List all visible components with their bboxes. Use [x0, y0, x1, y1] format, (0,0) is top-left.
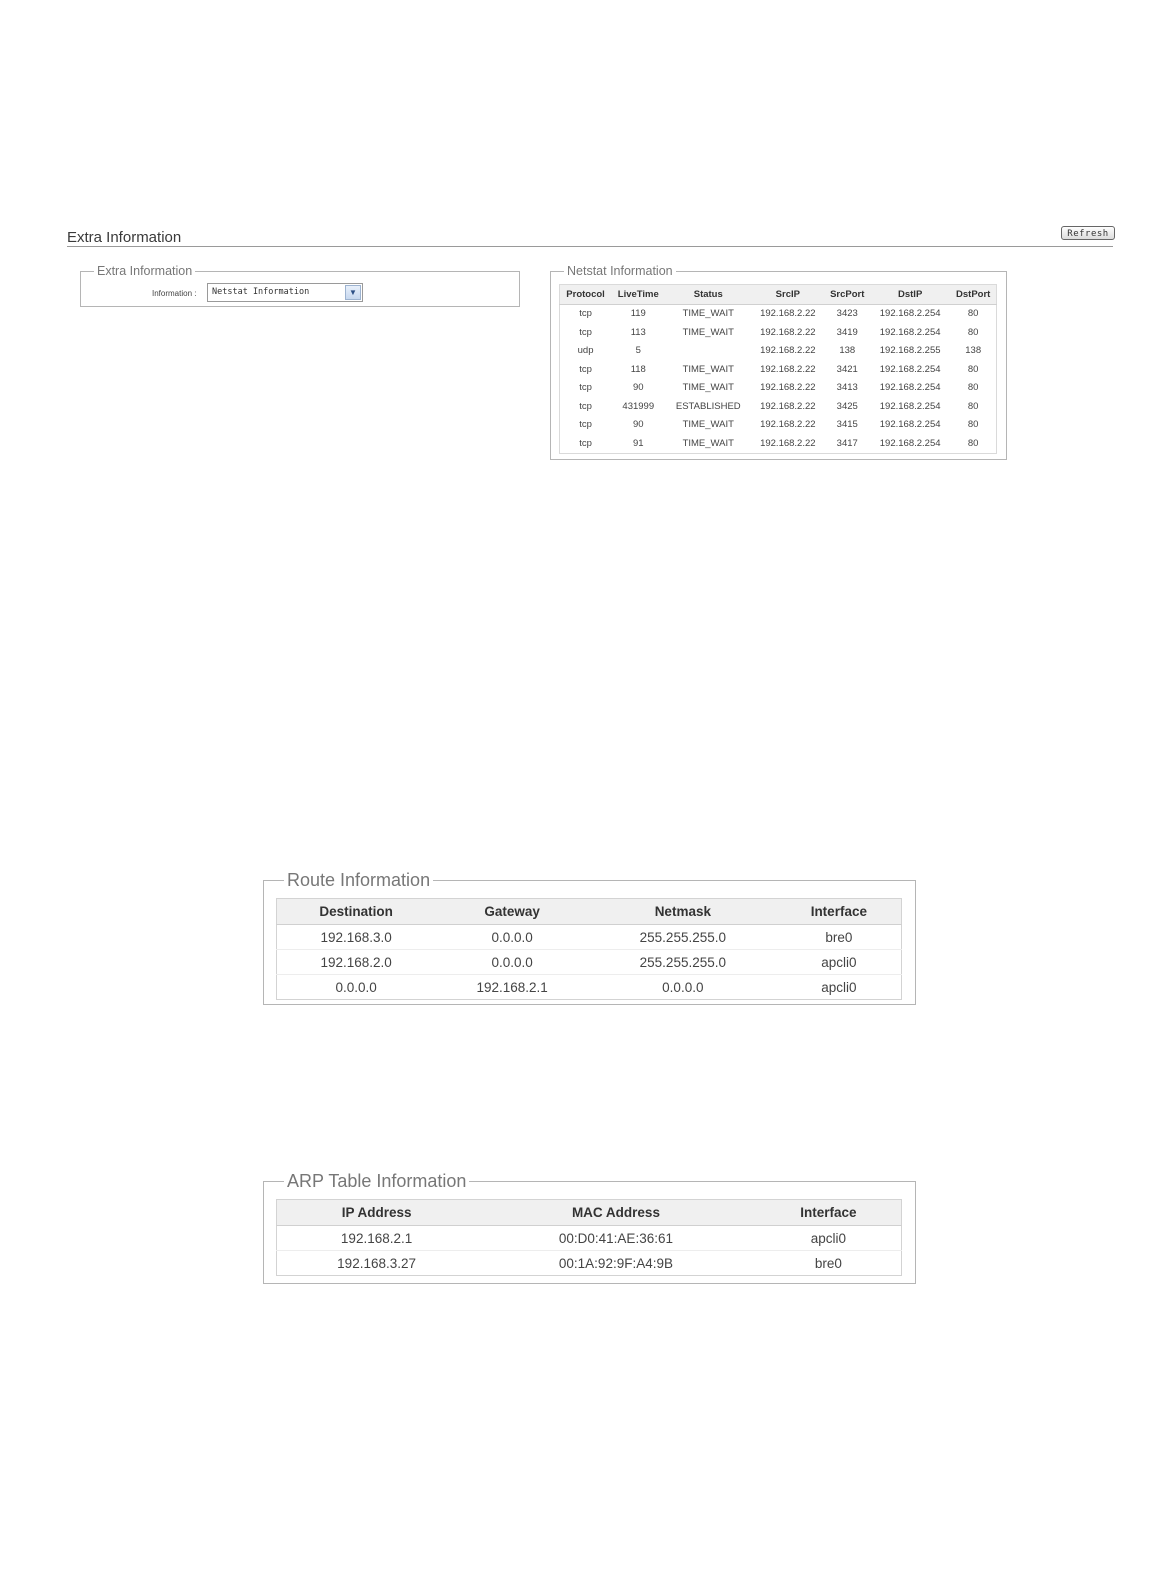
column-header: DstIP [870, 285, 950, 305]
table-cell: 192.168.2.22 [760, 382, 816, 394]
table-cell: 119 [630, 308, 646, 320]
table-cell: 00:D0:41:AE:36:61 [558, 1230, 673, 1246]
column-header: Destination [277, 899, 436, 925]
table-cell: 113 [630, 326, 646, 338]
table-cell: tcp [579, 400, 592, 412]
table-cell: 3421 [836, 363, 858, 375]
table-cell: 0.0.0.0 [589, 975, 777, 1000]
table-cell: 192.168.2.1 [340, 1230, 413, 1246]
table-row [560, 304, 997, 323]
table-cell: 80 [967, 308, 979, 320]
column-header: IP Address [277, 1200, 477, 1226]
table-cell: TIME_WAIT [682, 437, 734, 449]
table-cell: TIME_WAIT [682, 326, 734, 338]
table-cell: tcp [579, 437, 592, 449]
arp-table-information-legend: ARP Table Information [287, 1171, 467, 1191]
table-cell: 80 [967, 419, 979, 431]
column-header: Interface [777, 899, 902, 925]
table-row [277, 975, 902, 1000]
table-cell [665, 342, 751, 361]
netstat-information-legend: Netstat Information [567, 264, 673, 278]
table-row [560, 342, 997, 361]
table-row [277, 925, 902, 950]
table-row [560, 434, 997, 453]
table-row [560, 379, 997, 398]
table-cell: apcli0 [810, 1230, 846, 1246]
table-cell: TIME_WAIT [682, 363, 734, 375]
title-divider [67, 246, 1113, 247]
table-cell: tcp [579, 419, 592, 431]
table-cell: 192.168.2.254 [879, 363, 941, 375]
page-title: Extra Information [67, 229, 182, 246]
table-cell: 138 [965, 345, 982, 357]
table-cell: 192.168.2.22 [760, 308, 816, 320]
table-cell: 192.168.2.22 [760, 437, 816, 449]
table-cell: 192.168.2.254 [879, 419, 941, 431]
table-cell: 80 [967, 400, 979, 412]
table-cell: 91 [632, 437, 644, 449]
column-header: LiveTime [611, 285, 665, 305]
table-cell: 3423 [836, 308, 858, 320]
table-cell: 255.255.255.0 [639, 929, 726, 945]
table-cell: TIME_WAIT [682, 308, 734, 320]
table-cell: 5 [635, 345, 641, 357]
table-cell: 192.168.2.0 [277, 950, 436, 975]
column-header: Protocol [560, 285, 612, 305]
chevron-down-icon[interactable]: ▼ [345, 285, 361, 300]
column-header: SrcPort [825, 285, 870, 305]
table-row [560, 323, 997, 342]
route-information-legend: Route Information [287, 870, 431, 890]
extra-information-panel [80, 264, 520, 307]
table-cell: 192.168.2.254 [879, 326, 941, 338]
table-row [277, 950, 902, 975]
table-cell: TIME_WAIT [682, 382, 734, 394]
table-cell: 192.168.2.254 [879, 400, 941, 412]
table-cell: 192.168.3.27 [277, 1251, 477, 1276]
table-row [560, 360, 997, 379]
column-header: Interface [756, 1200, 902, 1226]
table-cell: 3413 [836, 382, 858, 394]
table-cell: 90 [632, 419, 644, 431]
table-row [277, 1226, 902, 1251]
table-cell: 3419 [836, 326, 858, 338]
table-cell: 80 [967, 326, 979, 338]
table-cell: 118 [630, 363, 646, 375]
table-cell: ESTABLISHED [675, 400, 741, 412]
table-cell: 3425 [836, 400, 858, 412]
table-row [560, 416, 997, 435]
table-cell: 192.168.2.254 [879, 308, 941, 320]
table-cell: 192.168.2.22 [760, 363, 816, 375]
table-cell: 192.168.2.22 [760, 400, 816, 412]
information-select-value: Netstat Information [212, 287, 310, 297]
table-cell: 192.168.2.22 [760, 345, 816, 357]
table-cell: bre0 [756, 1251, 902, 1276]
information-select[interactable] [207, 283, 363, 302]
table-cell: 0.0.0.0 [277, 975, 436, 1000]
table-cell: 192.168.2.22 [760, 326, 816, 338]
table-cell: udp [577, 345, 594, 357]
table-cell: 192.168.2.254 [879, 437, 941, 449]
table-row [560, 397, 997, 416]
table-cell: tcp [579, 363, 592, 375]
table-cell: 00:1A:92:9F:A4:9B [476, 1251, 756, 1276]
table-cell: 3417 [836, 437, 858, 449]
table-cell: tcp [579, 308, 592, 320]
table-cell: apcli0 [777, 975, 902, 1000]
table-cell: 0.0.0.0 [435, 950, 589, 975]
table-cell: 138 [839, 345, 856, 357]
table-cell: tcp [579, 326, 592, 338]
column-header: Status [665, 285, 751, 305]
table-cell: 431999 [622, 400, 655, 412]
table-cell: 90 [632, 382, 644, 394]
information-label: Information : [152, 289, 197, 298]
netstat-table [559, 284, 997, 454]
column-header: Netmask [589, 899, 777, 925]
table-cell: 80 [967, 437, 979, 449]
table-cell: bre0 [825, 929, 853, 945]
table-cell: 192.168.3.0 [320, 929, 392, 945]
table-cell: 192.168.2.255 [879, 345, 941, 357]
table-cell: 80 [967, 363, 979, 375]
extra-information-legend: Extra Information [97, 264, 193, 278]
table-row [277, 1251, 902, 1276]
table-cell: 255.255.255.0 [589, 950, 777, 975]
table-cell: 192.168.2.254 [879, 382, 941, 394]
table-cell: 0.0.0.0 [491, 929, 533, 945]
column-header: MAC Address [476, 1200, 756, 1226]
column-header: Gateway [435, 899, 589, 925]
table-cell: 192.168.2.1 [435, 975, 589, 1000]
route-table [276, 898, 902, 1000]
arp-table [276, 1199, 902, 1276]
refresh-button[interactable]: Refresh [1061, 226, 1115, 240]
column-header: SrcIP [751, 285, 824, 305]
table-cell: tcp [579, 382, 592, 394]
table-cell: apcli0 [777, 950, 902, 975]
table-cell: 3415 [836, 419, 858, 431]
table-cell: TIME_WAIT [682, 419, 734, 431]
column-header: DstPort [950, 285, 996, 305]
table-cell: 80 [967, 382, 979, 394]
table-cell: 192.168.2.22 [760, 419, 816, 431]
